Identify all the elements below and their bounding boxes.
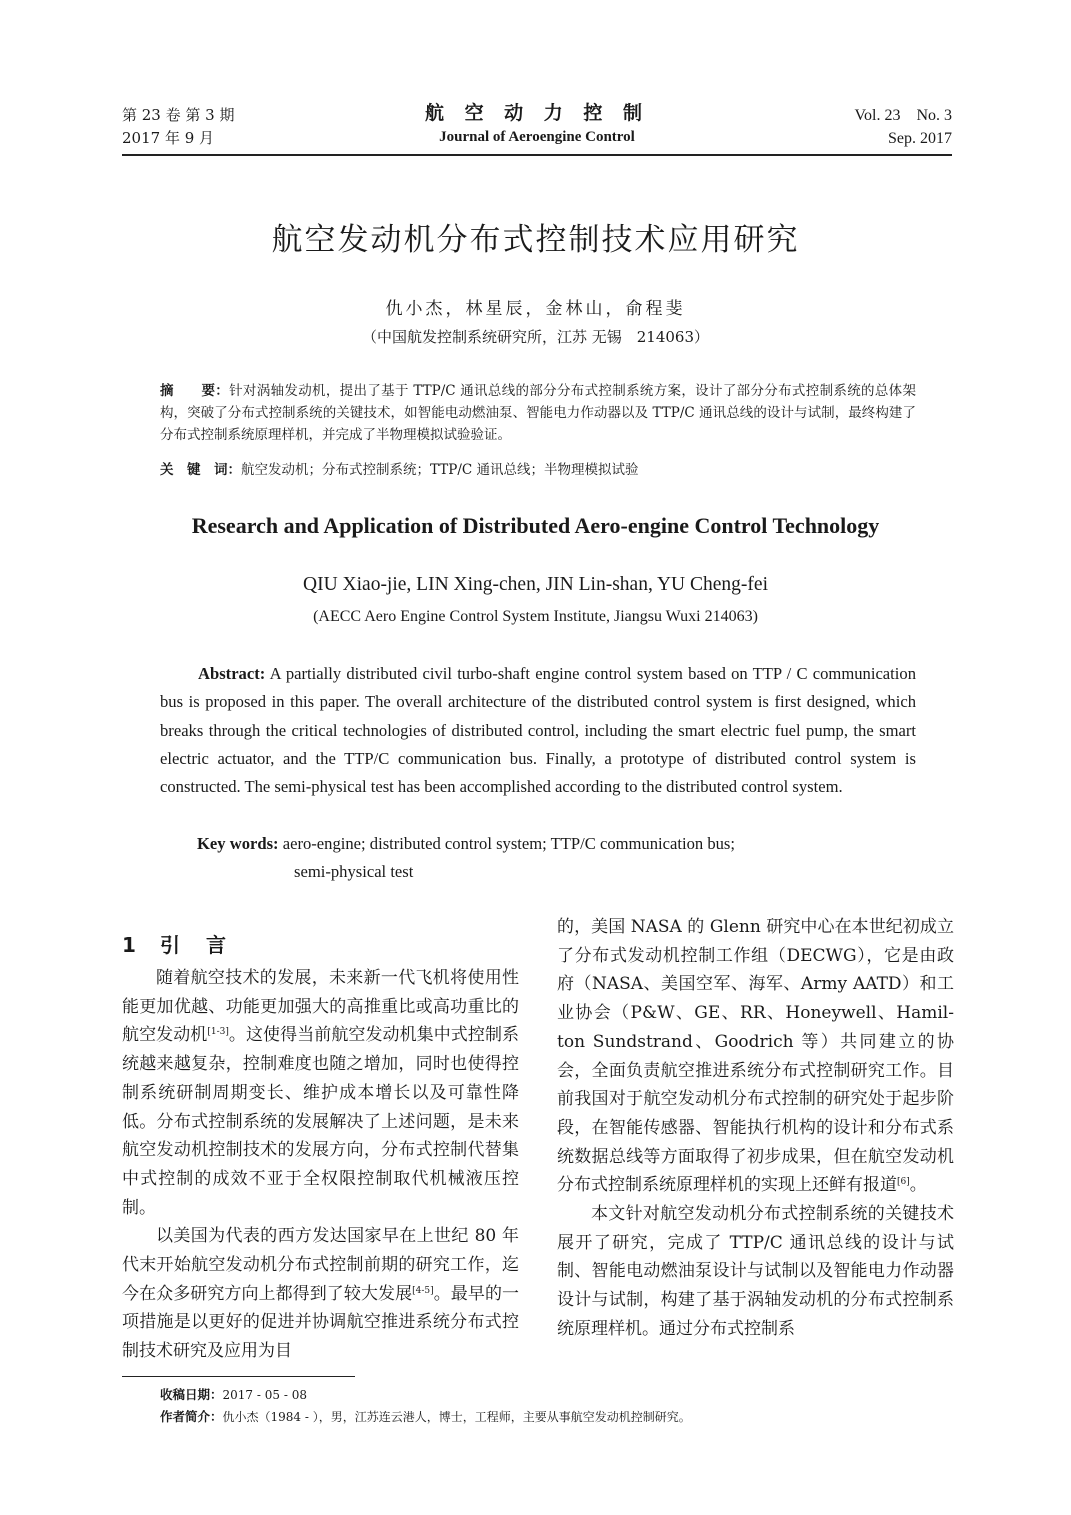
citation: [4-5]: [412, 1285, 434, 1296]
keywords-en-label: Key words:: [197, 834, 279, 853]
section-number: 1: [122, 933, 136, 957]
affiliation-cn: （中国航发控制系统研究所，江苏 无锡 214063）: [361, 328, 710, 346]
body-column-right: [557, 913, 954, 1344]
paragraph: 本文针对航空发动机分布式控制系统的关键技术展开了研究，完成了 TTP/C 通讯总线的设计与试制、智能电动燃油泵设计与试制以及智能电力作动器设计与试制，构建了基于涡轴发动机的分布式控制系统原理样机。通过分布式控制系: [557, 1204, 954, 1339]
date-en: Sep. 2017: [888, 130, 952, 147]
received-label: 收稿日期：: [160, 1387, 223, 1402]
paper-title-cn: 航空发动机分布式控制技术应用研究: [271, 222, 800, 258]
author-bio-label: 作者简介：: [160, 1409, 223, 1424]
section-heading: [122, 927, 519, 964]
received-value: 2017 - 05 - 08: [222, 1388, 307, 1402]
citation: [6]: [897, 1177, 910, 1188]
abstract-cn-text: 针对涡轴发动机，提出了基于 TTP/C 通讯总线的部分分布式控制系统方案，设计了部分分布式控制系统的总体架构，突破了分布式控制系统的关键技术，如智能电动燃油泵、智能电力作动器以及 TTP/C 通讯总线的设计与试制，最终构建了分布式控制系统原理样机，并完成了半物理模拟试验验证。: [160, 383, 916, 443]
volume-issue-en: Vol. 23 No. 3: [854, 107, 952, 124]
paragraph-text: 。这使得当前航空发动机集中式控制系统越来越复杂，控制难度也随之增加，同时也使得控制系统研制周期变长、维护成本增长以及可靠性降低。分布式控制系统的发展解决了上述问题，是未来航空发动机控制技术的发展方向，分布式控制代替集中式控制的成效不亚于全权限控制取代机械液压控制。: [122, 1025, 520, 1218]
keywords-cn-text: 航空发动机；分布式控制系统；TTP/C 通讯总线；半物理模拟试验: [241, 462, 639, 478]
paragraph-text: 的，美国 NASA 的 Glenn 研究中心在本世纪初成立了分布式发动机控制工作组（DECWG），它是由政府（NASA、美国空军、海军、Army AATD）和工业协会（P&W、GE、RR、Honeywell、Hamil-ton Sundstrand、Goodrich 等）共同建立的协会，全面负责航空推进系统分布式控制研究工作。目前我国对于航空发动机分布式控制的研究处于起步阶段，在智能传感器、智能执行机构的设计和分布式系统数据总线等方面取得了初步成果，但在航空发动机分布式控制系统原理样机的实现上还鲜有报道: [557, 917, 954, 1196]
affiliation-en: (AECC Aero Engine Control System Institute, Jiangsu Wuxi 214063): [313, 608, 758, 625]
keywords-cn-label: 关 键 词：: [160, 462, 241, 478]
paragraph-text: 以美国为代表的西方发达国家早在上世纪 80 年代末开始航空发动机分布式控制前期的研究工作，迄今在众多研究方向上都得到了较大发展: [122, 1226, 519, 1304]
abstract-cn: [160, 380, 916, 446]
paragraph-text: 随着航空技术的发展，未来新一代飞机将使用性能更加优越、功能更加强大的高推重比或高功重比的航空发动机: [122, 968, 519, 1046]
abstract-cn-label: 摘 要：: [160, 383, 230, 399]
paper-title-en: Research and Application of Distributed Aero-engine Control Technology: [191, 513, 880, 538]
paragraph: [122, 1222, 519, 1366]
keywords-en: [197, 830, 897, 887]
footnote-divider: [122, 1376, 355, 1377]
header-center: [122, 100, 952, 148]
abstract-en-label: Abstract:: [198, 664, 266, 683]
keywords-cn: [160, 459, 916, 481]
author-bio-text: 仇小杰（1984 - ），男，江苏连云港人，博士，工程师，主要从事航空发动机控制研究。: [222, 1410, 691, 1424]
header-right: [855, 104, 953, 150]
author-bio: [160, 1406, 960, 1428]
authors-cn: 仇小杰，林星辰，金林山，俞程斐: [385, 299, 686, 319]
paragraph-text: 。: [909, 1175, 927, 1196]
journal-name-cn: 航 空 动 力 控 制: [424, 102, 650, 124]
journal-name-en: Journal of Aeroengine Control: [439, 129, 635, 145]
paragraph: [557, 913, 954, 1200]
volume-issue-cn: 第 23 卷 第 3 期: [122, 106, 235, 124]
page-header: [122, 100, 952, 156]
paragraph: [122, 964, 519, 1222]
keywords-en-line2: semi-physical test: [294, 862, 414, 882]
abstract-en: [160, 660, 916, 801]
authors-en: QIU Xiao-jie, LIN Xing-chen, JIN Lin-shan, YU Cheng-fei: [303, 574, 768, 595]
paragraph-text: 。最早的一项措施是以更好的促进并协调航空推进系统分布式控制技术研究及应用为目: [122, 1283, 520, 1362]
keywords-en-line1: aero-engine; distributed control system; TTP/C communication bus;: [278, 834, 735, 853]
citation: [1-3]: [207, 1027, 229, 1038]
abstract-en-text: A partially distributed civil turbo-shaft engine control system based on TTP / C communication bus is proposed in this paper. The overall architecture of the distributed control system is first designed, which breaks through the critical technologies of distributed control, including the smart electric fuel pump, the smart electric actuator, and the TTP/C communication bus. Finally, a prototype of distributed control system is constructed. The semi-physical test has been accomplished according to the distributed control system.: [160, 664, 916, 797]
footnotes: [160, 1384, 960, 1428]
date-cn: 2017 年 9 月: [122, 129, 215, 147]
section-title: 引言: [160, 933, 252, 957]
received-date: [160, 1384, 960, 1406]
body-column-left: [122, 927, 519, 1366]
